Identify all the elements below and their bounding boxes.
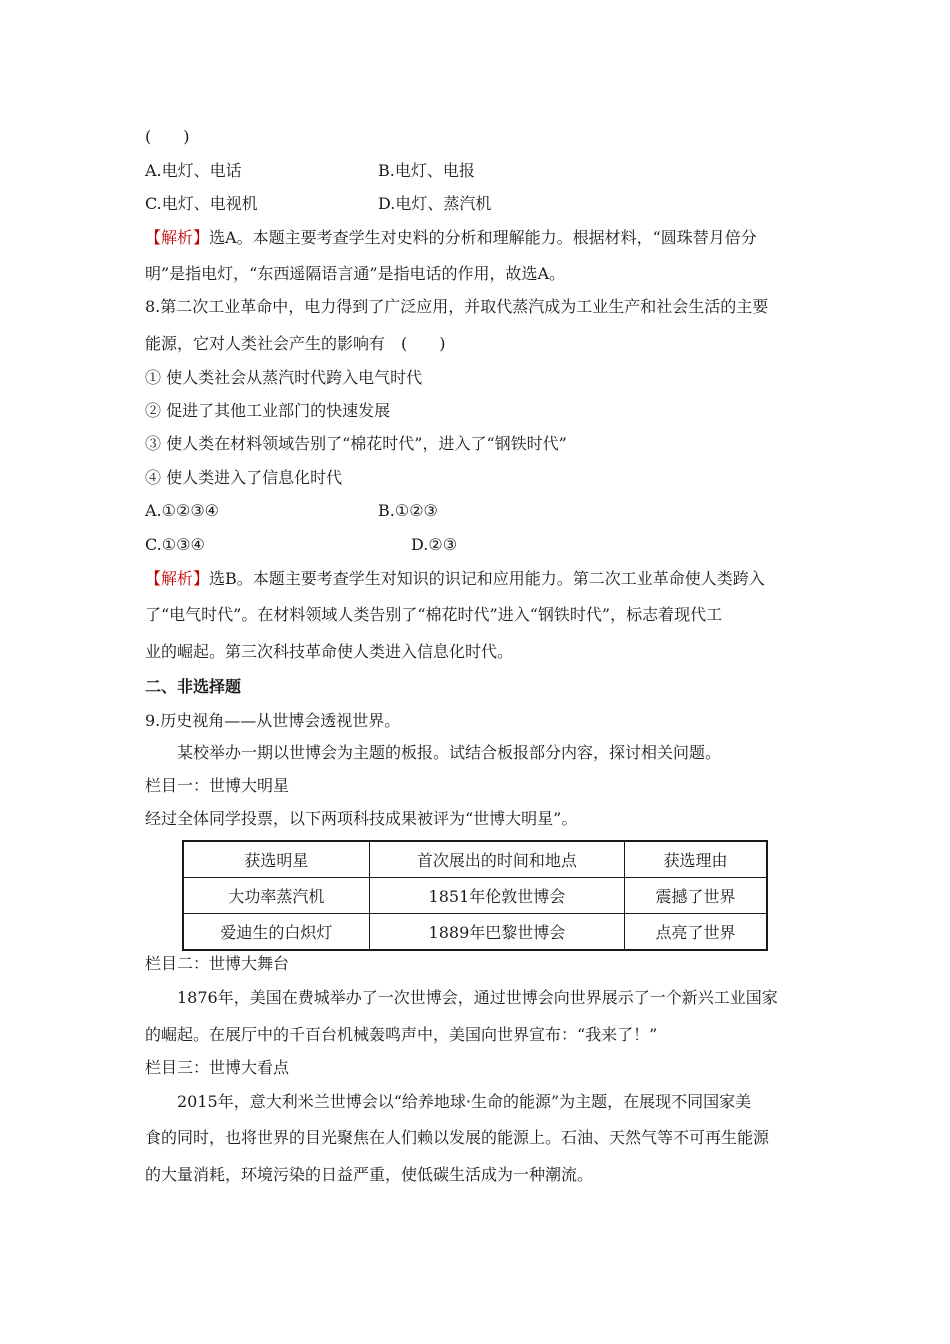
q8-option-b: B.①②③ xyxy=(378,501,438,520)
q8-item-2: ② 促进了其他工业部门的快速发展 xyxy=(145,401,391,420)
column-3-text-line-3: 的大量消耗，环境污染的日益严重，使低碳生活成为一种潮流。 xyxy=(145,1165,594,1184)
q8-option-a: A.①②③④ xyxy=(145,501,220,520)
table-cell: 1851年伦敦世博会 xyxy=(369,878,624,914)
table-header-cell: 获选理由 xyxy=(624,841,767,878)
q8-option-d: D.②③ xyxy=(411,535,458,554)
q7-answer-paren: ( ) xyxy=(145,127,190,146)
analysis-tag: 【解析】 xyxy=(145,228,210,247)
table-header-row xyxy=(183,841,767,878)
q9-intro: 某校举办一期以世博会为主题的板报。试结合板报部分内容，探讨相关问题。 xyxy=(177,743,722,762)
q8-analysis-line-1 xyxy=(145,569,765,589)
column-2-text-line-2: 的崛起。在展厅中的千百台机械轰鸣声中，美国向世界宣布：“我来了！” xyxy=(145,1025,658,1044)
q7-option-a: A.电灯、电话 xyxy=(145,161,242,180)
q7-option-b: B.电灯、电报 xyxy=(378,161,475,180)
column-2-title: 栏目二：世博大舞台 xyxy=(145,954,290,973)
award-table xyxy=(182,840,768,951)
table-cell: 1889年巴黎世博会 xyxy=(369,914,624,951)
q7-option-c: C.电灯、电视机 xyxy=(145,194,258,213)
table-cell: 点亮了世界 xyxy=(624,914,767,951)
table-cell: 大功率蒸汽机 xyxy=(183,878,369,914)
q8-stem-line-2: 能源，它对人类社会产生的影响有 ( ) xyxy=(145,334,446,353)
q7-option-d: D.电灯、蒸汽机 xyxy=(378,194,492,213)
q7-analysis-line-2: 明”是指电灯，“东西遥隔语言通”是指电话的作用，故选A。 xyxy=(145,264,566,283)
table-header-cell: 获选明星 xyxy=(183,841,369,878)
column-1-title: 栏目一：世博大明星 xyxy=(145,776,290,795)
q9-title: 9.历史视角——从世博会透视世界。 xyxy=(145,711,401,730)
table-cell: 震撼了世界 xyxy=(624,878,767,914)
table-row xyxy=(183,914,767,951)
q7-analysis-text: 选A。本题主要考查学生对史料的分析和理解能力。根据材料，“圆珠替月倍分 xyxy=(209,228,757,247)
q8-option-c: C.①③④ xyxy=(145,535,205,554)
table-header-cell: 首次展出的时间和地点 xyxy=(369,841,624,878)
q8-item-4: ④ 使人类进入了信息化时代 xyxy=(145,468,343,487)
analysis-tag: 【解析】 xyxy=(145,569,210,588)
q8-item-1: ① 使人类社会从蒸汽时代跨入电气时代 xyxy=(145,368,423,387)
column-3-text-line-1: 2015年，意大利米兰世博会以“给养地球·生命的能源”为主题，在展现不同国家美 xyxy=(177,1092,752,1111)
q8-stem-line-1: 8.第二次工业革命中，电力得到了广泛应用，并取代蒸汽成为工业生产和社会生活的主要 xyxy=(145,297,769,316)
q8-item-3: ③ 使人类在材料领域告别了“棉花时代”，进入了“钢铁时代” xyxy=(145,434,567,453)
section-heading: 二、非选择题 xyxy=(145,677,242,696)
q8-analysis-text: 选B。本题主要考查学生对知识的识记和应用能力。第二次工业革命使人类跨入 xyxy=(209,569,765,588)
column-1-text: 经过全体同学投票，以下两项科技成果被评为“世博大明星”。 xyxy=(145,809,578,828)
table-cell: 爱迪生的白炽灯 xyxy=(183,914,369,951)
column-3-title: 栏目三：世博大看点 xyxy=(145,1058,290,1077)
q8-analysis-line-3: 业的崛起。第三次科技革命使人类进入信息化时代。 xyxy=(145,642,514,661)
q7-analysis-line-1 xyxy=(145,228,757,248)
column-2-text-line-1: 1876年，美国在费城举办了一次世博会，通过世博会向世界展示了一个新兴工业国家 xyxy=(177,988,778,1007)
column-3-text-line-2: 食的同时，也将世界的目光聚焦在人们赖以发展的能源上。石油、天然气等不可再生能源 xyxy=(145,1128,770,1147)
table-row xyxy=(183,878,767,914)
q8-analysis-line-2: 了“电气时代”。在材料领域人类告别了“棉花时代”进入“钢铁时代”，标志着现代工 xyxy=(145,605,723,624)
